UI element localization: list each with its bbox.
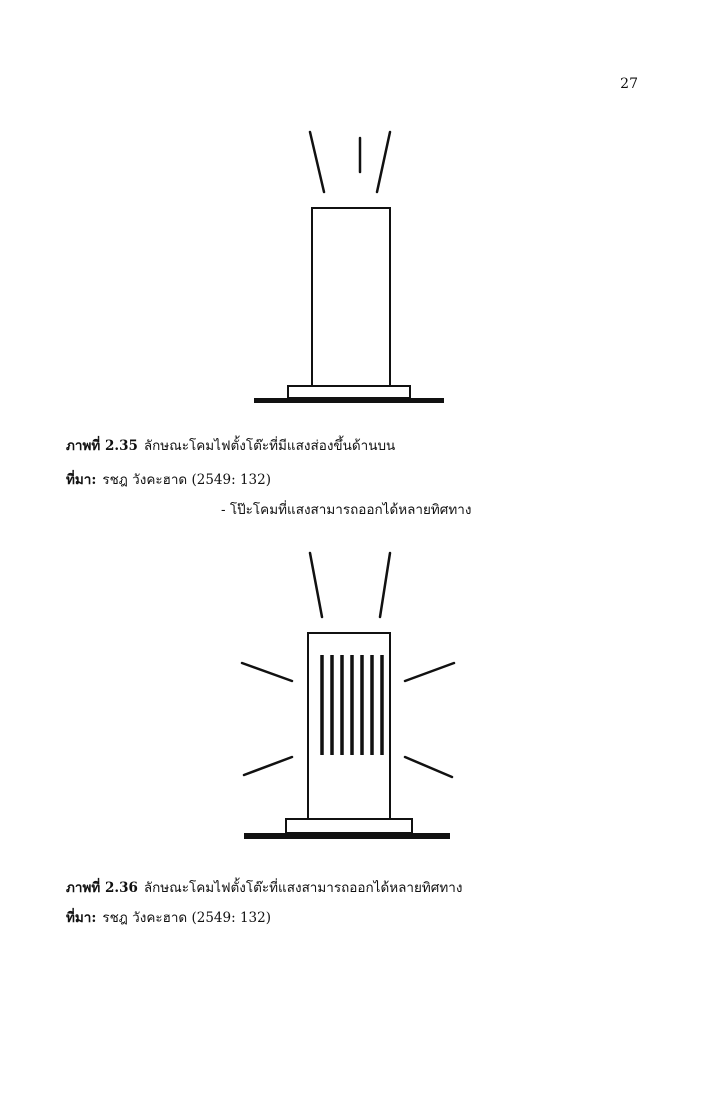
figure-2-35-source bbox=[66, 470, 271, 490]
source-text: รชฎ วังคะฮาด (2549: 132) bbox=[102, 910, 271, 926]
source-label: ที่มา: bbox=[66, 472, 97, 488]
light-ray-top-left bbox=[310, 553, 322, 617]
figure-label: ภาพที่ 2.35 bbox=[66, 438, 138, 454]
figure-label: ภาพที่ 2.36 bbox=[66, 880, 138, 896]
lamp-shade bbox=[312, 208, 390, 386]
light-ray-lower-right bbox=[405, 757, 452, 777]
shade-slots bbox=[322, 655, 382, 755]
figure-caption-text: ลักษณะโคมไฟตั้งโต๊ะที่มีแสงส่องขึ้นด้านบน bbox=[143, 438, 396, 454]
figure-caption-text: ลักษณะโคมไฟตั้งโต๊ะที่แสงสามารถออกได้หลายทิศทาง bbox=[143, 880, 463, 896]
light-ray-lower-left bbox=[244, 757, 292, 775]
bullet-item: - โป๊ะโคมที่แสงสามารถออกได้หลายทิศทาง bbox=[221, 502, 472, 518]
light-ray-left bbox=[310, 132, 324, 192]
figure-lamp-upward-light bbox=[240, 120, 460, 410]
light-ray-top-right bbox=[380, 553, 390, 617]
figure-lamp-multidirectional-light bbox=[230, 545, 470, 845]
light-ray-upper-right bbox=[405, 663, 454, 681]
page-number: 27 bbox=[620, 76, 638, 92]
figure-2-36-source bbox=[66, 908, 271, 928]
table-surface bbox=[244, 833, 450, 839]
light-ray-right bbox=[377, 132, 390, 192]
lamp-base bbox=[288, 386, 410, 398]
source-text: รชฎ วังคะฮาด (2549: 132) bbox=[102, 472, 271, 488]
figure-2-35-caption bbox=[66, 436, 395, 456]
source-label: ที่มา: bbox=[66, 910, 97, 926]
figure-2-36-caption bbox=[66, 878, 462, 898]
light-ray-upper-left bbox=[242, 663, 292, 681]
lamp-base bbox=[286, 819, 412, 833]
table-surface bbox=[254, 398, 444, 403]
